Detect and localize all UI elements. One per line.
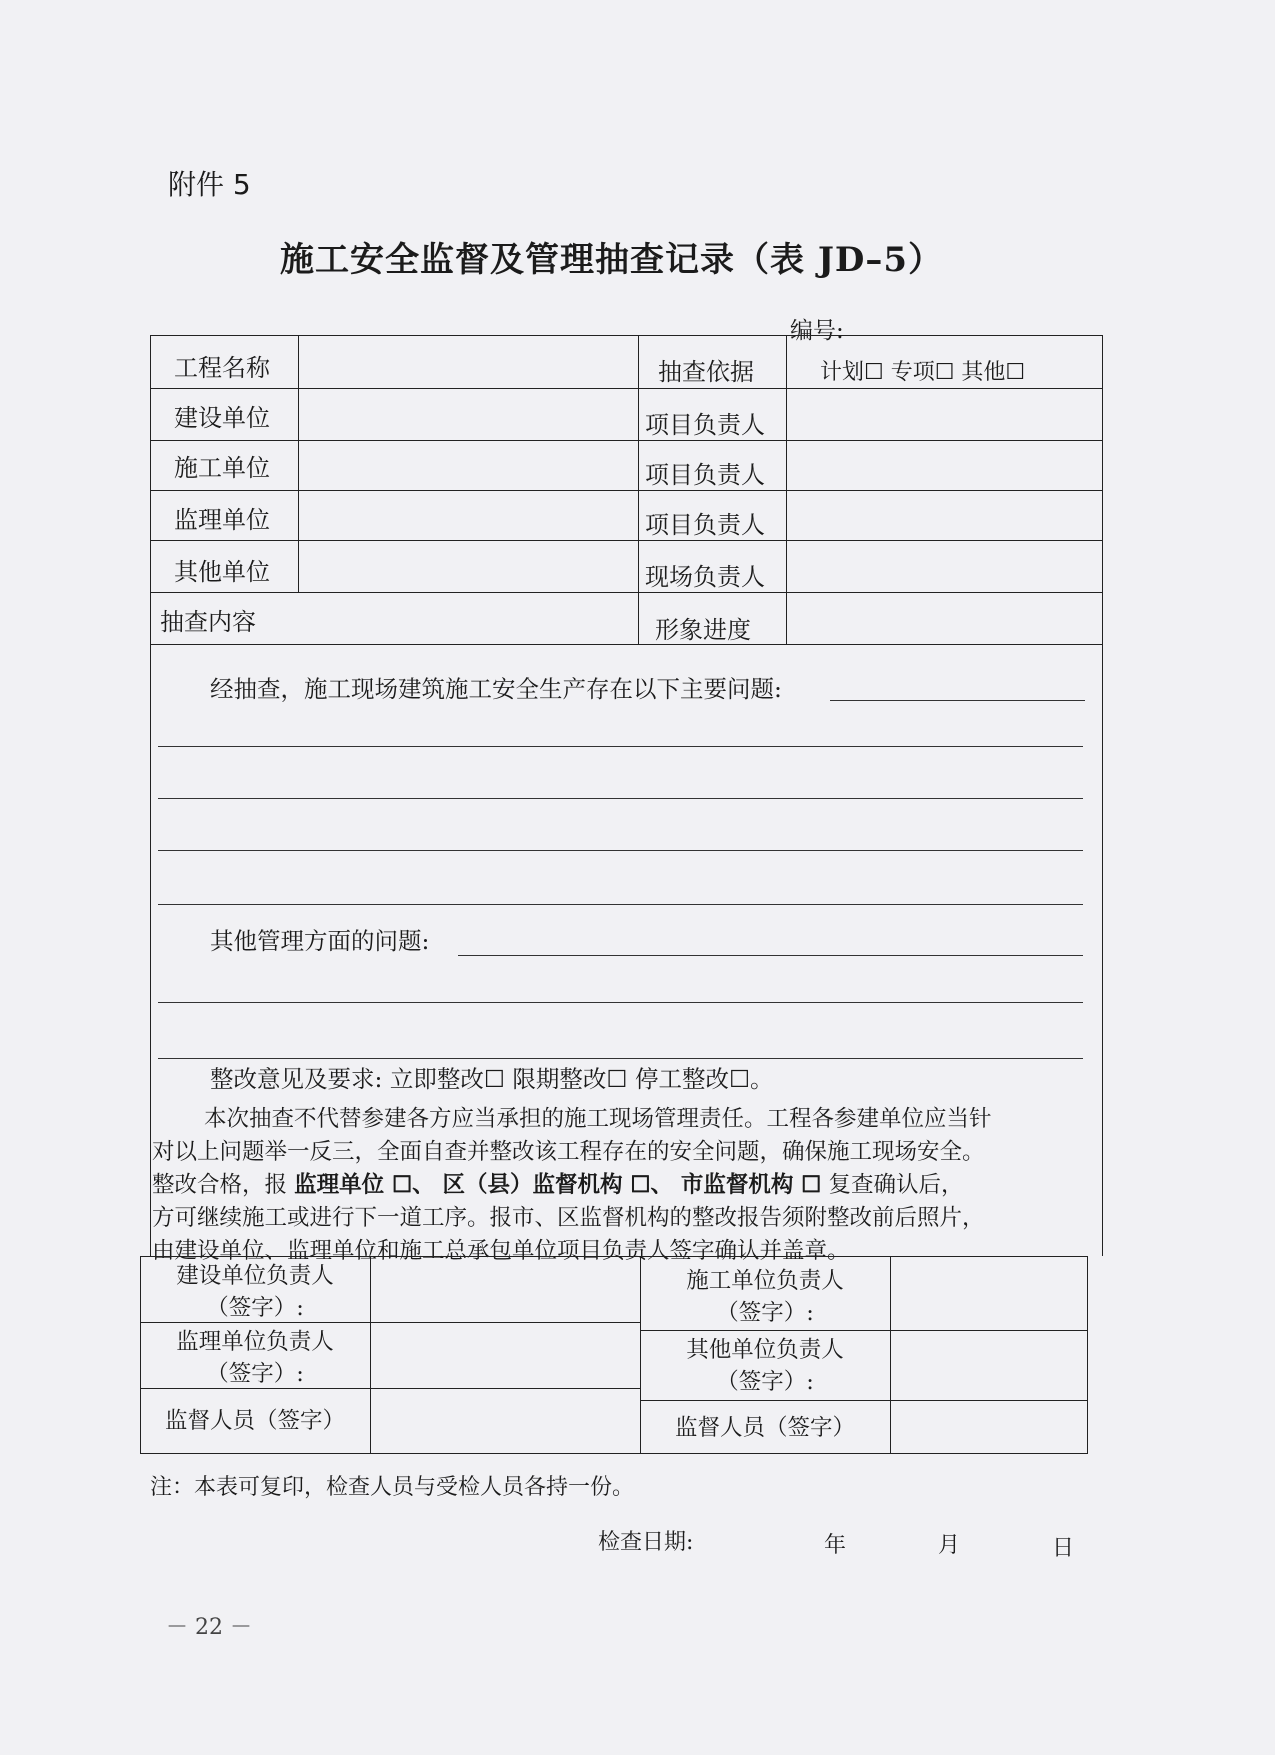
inspection-content-label: 抽查内容 [160, 608, 256, 636]
contractor-lead-sign-label: 施工单位负责人 （签字）: [686, 1268, 844, 1326]
answer-line[interactable] [830, 700, 1085, 701]
owner-lead-sign-label: 建设单位负责人 （签字）: [176, 1263, 334, 1321]
annex-label: 附件 5 [168, 168, 251, 201]
owner-project-lead-label: 项目负责人 [645, 411, 765, 439]
inspector-sign-label-right: 监督人员（签字） [674, 1415, 855, 1441]
date-day: 日 [1052, 1536, 1075, 1561]
answer-line[interactable] [158, 850, 1083, 851]
inspection-date-label: 检查日期: [598, 1530, 694, 1555]
answer-line[interactable] [458, 955, 1083, 956]
answer-line[interactable] [158, 1058, 1083, 1059]
date-month: 月 [938, 1533, 961, 1558]
contractor-unit-label: 施工单位 [174, 454, 270, 482]
answer-line[interactable] [158, 798, 1083, 799]
progress-label: 形象进度 [655, 616, 751, 644]
inspector-sign-label-left: 监督人员（签字） [164, 1408, 345, 1434]
inspection-basis-options[interactable]: 计划☐ 专项☐ 其他☐ [820, 360, 1026, 385]
other-issues-prompt: 其他管理方面的问题: [210, 927, 430, 955]
other-unit-label: 其他单位 [174, 558, 270, 586]
answer-line[interactable] [158, 904, 1083, 905]
site-lead-label: 现场负责人 [645, 563, 765, 591]
supervision-unit-label: 监理单位 [174, 506, 270, 534]
contractor-project-lead-label: 项目负责人 [645, 461, 765, 489]
page-number: － 22 － [166, 1615, 252, 1640]
copy-note: 注：本表可复印，检查人员与受检人员各持一份。 [150, 1475, 635, 1500]
form-title: 施工安全监督及管理抽查记录（表 JD–5） [280, 240, 944, 280]
review-targets: 监理单位 ☐、 区（县）监督机构 ☐、 市监督机构 ☐ [294, 1172, 822, 1198]
rectification-options[interactable]: 整改意见及要求: 立即整改☐ 限期整改☐ 停工整改☐。 [210, 1065, 774, 1093]
notice-paragraph: 本次抽查不代替参建各方应当承担的施工现场管理责任。工程各参建单位应当针 对以上问题举一反三，全面自查并整改该工程存在的安全问题，确保施工现场安全。 整改合格，报 监理单位 ☐、 区（县）监督机构 ☐、 市监督机构 ☐ 复查确认后， 方可继续施工或进行下一道工序。报市、区监督机构的整改报告须附整改前后照片， 由建设单位、监理单位和施工总承包单位项目负责人签字确认并盖章。 [152, 1106, 992, 1264]
serial-number-label: 编号: [790, 318, 844, 344]
answer-line[interactable] [158, 1002, 1083, 1003]
date-year: 年 [824, 1533, 847, 1558]
owner-unit-label: 建设单位 [174, 404, 270, 432]
other-lead-sign-label: 其他单位负责人 （签字）: [686, 1337, 844, 1395]
supervision-project-lead-label: 项目负责人 [645, 511, 765, 539]
supervisor-lead-sign-label: 监理单位负责人 （签字）: [176, 1329, 334, 1387]
main-issues-prompt: 经抽查，施工现场建筑施工安全生产存在以下主要问题: [210, 675, 782, 703]
project-name-label: 工程名称 [174, 354, 270, 382]
inspection-basis-label: 抽查依据 [658, 358, 754, 386]
answer-line[interactable] [158, 746, 1083, 747]
